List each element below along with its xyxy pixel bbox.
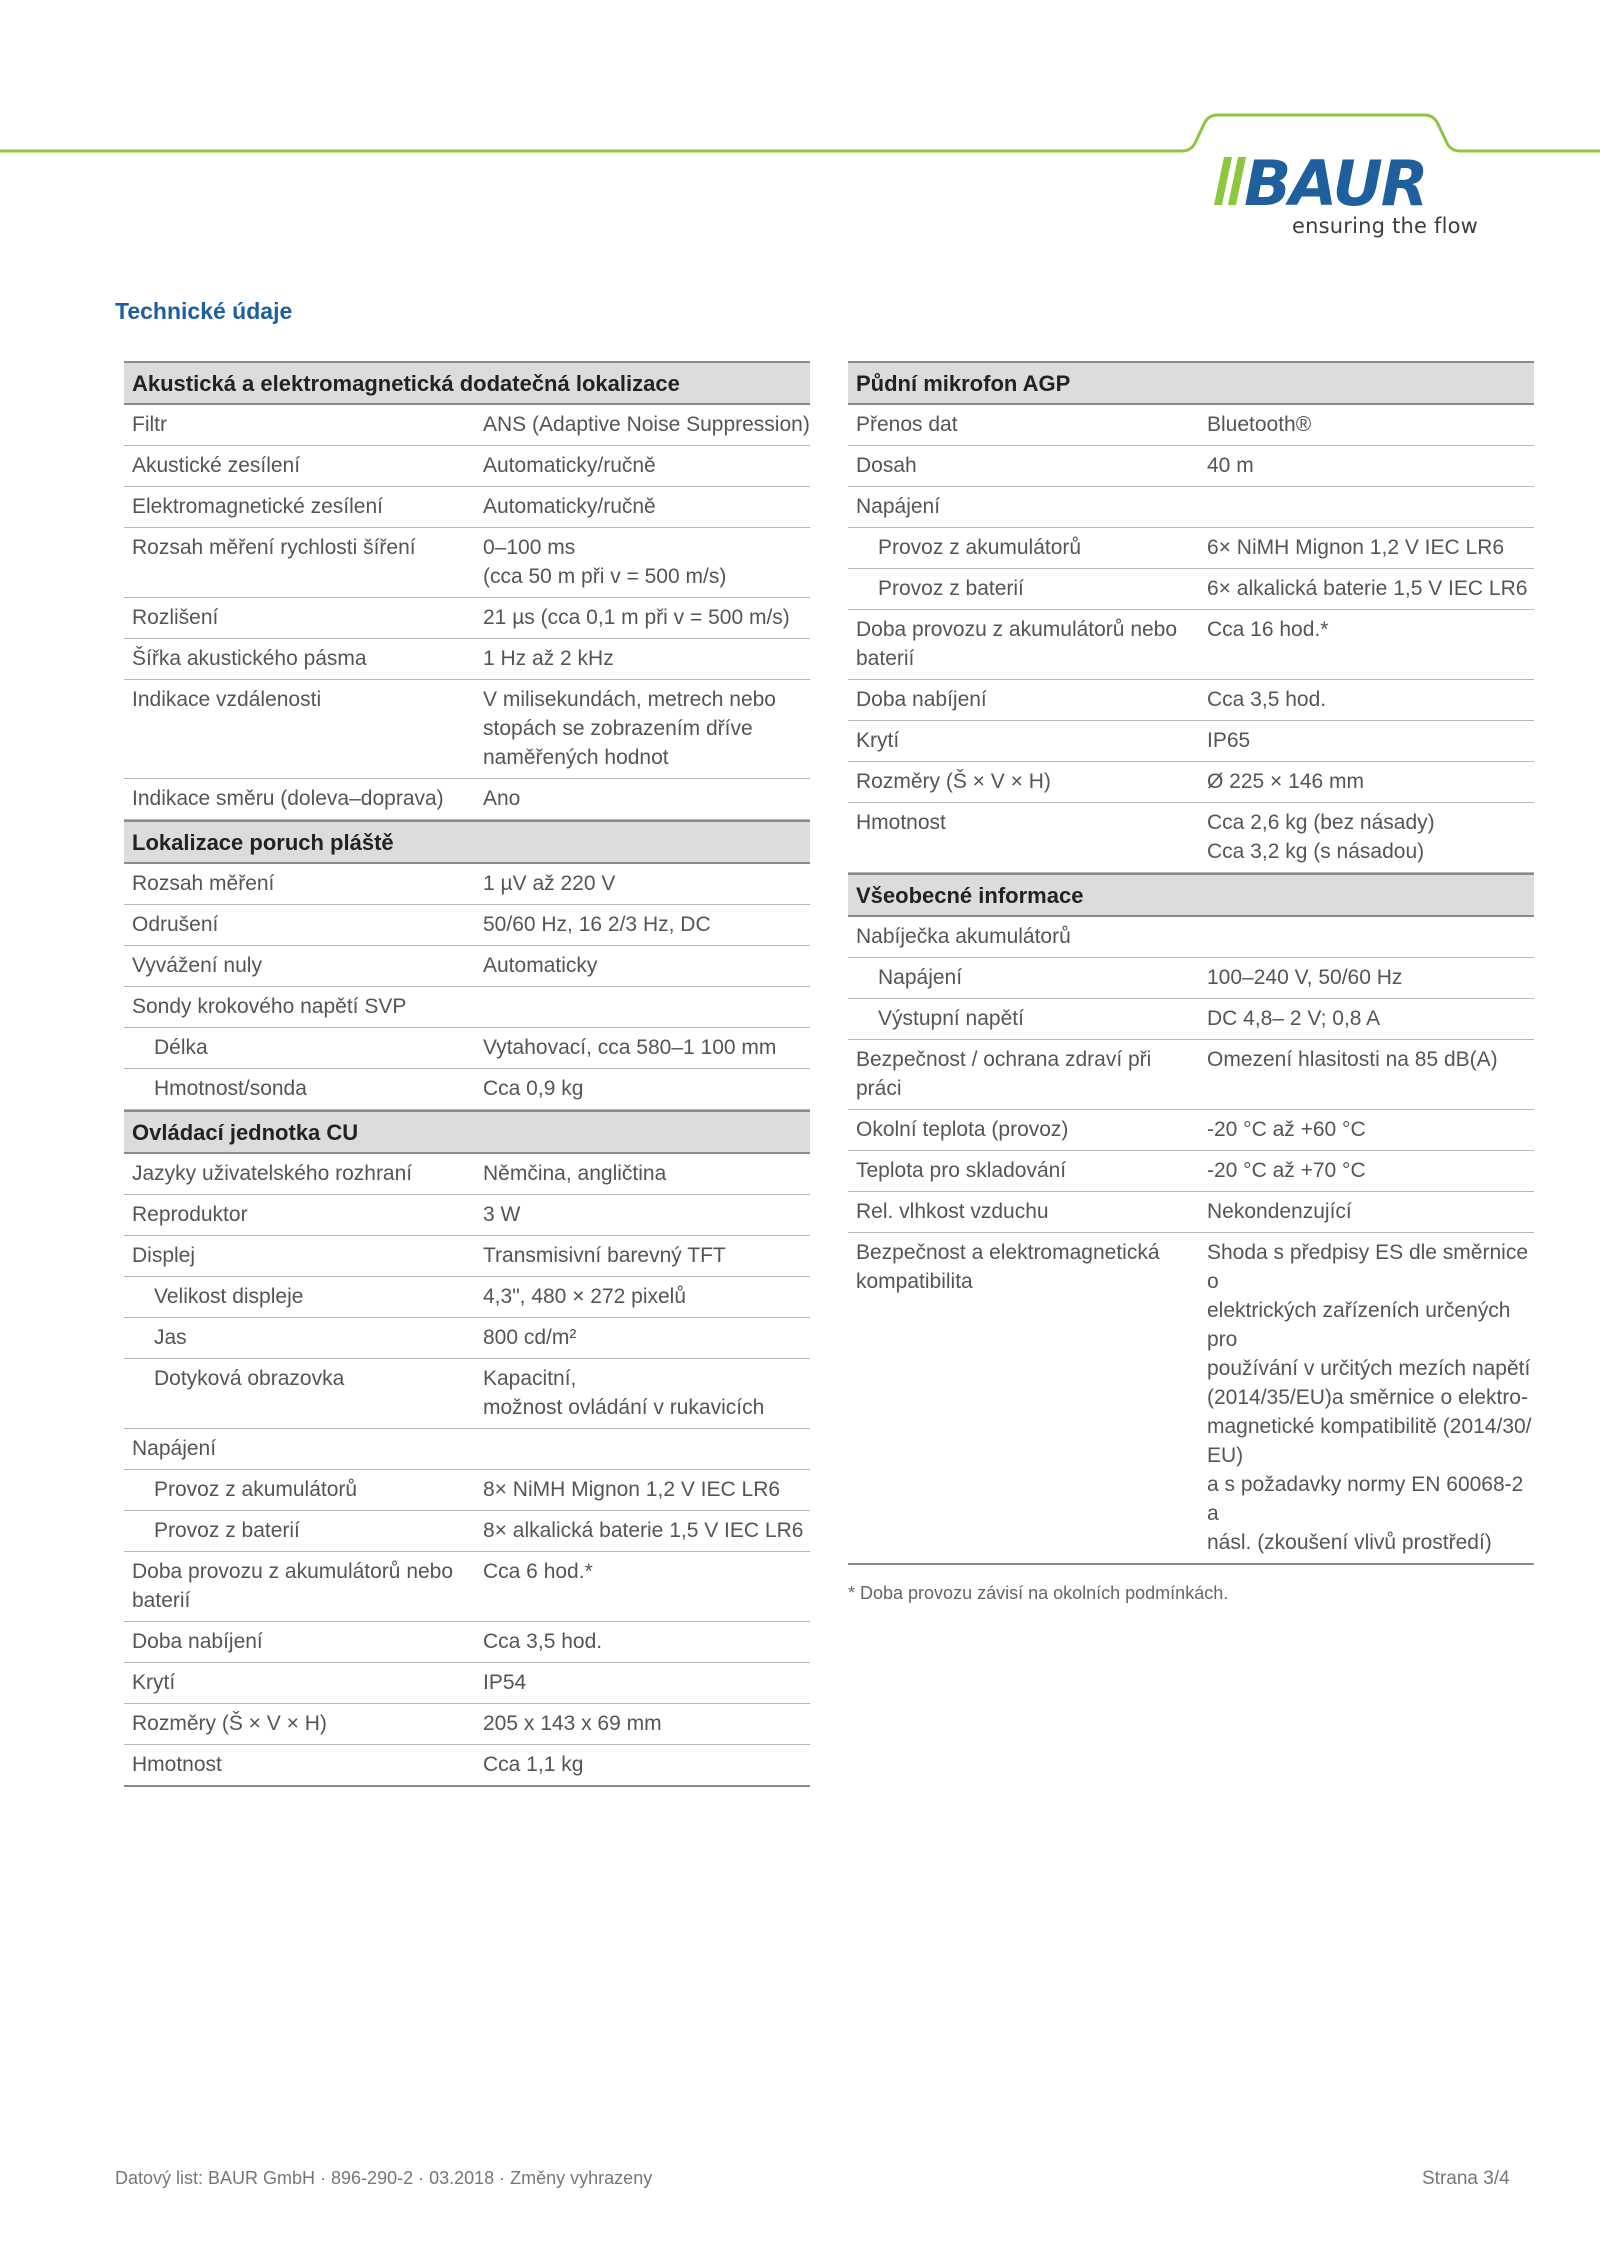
spec-row-dimensions — [124, 1704, 810, 1745]
spec-value: Cca 0,9 kg — [483, 1077, 584, 1100]
spec-row-ambient-temperature — [848, 1110, 1534, 1151]
spec-value: 205 x 143 x 69 mm — [483, 1712, 662, 1735]
spec-label: Výstupní napětí — [878, 1007, 1024, 1030]
spec-label: Rozměry (Š × V × H) — [856, 770, 1051, 793]
spec-value: Bluetooth® — [1207, 413, 1312, 436]
spec-label: Provoz z baterií — [878, 577, 1024, 600]
spec-row-storage-temperature — [848, 1151, 1534, 1192]
spec-value: 50/60 Hz, 16 2/3 Hz, DC — [483, 913, 711, 936]
spec-value: Cca 16 hod.* — [1207, 618, 1329, 641]
right-spec-column — [848, 361, 1534, 1604]
spec-row-display — [124, 1236, 810, 1277]
spec-value: -20 °C až +70 °C — [1207, 1159, 1366, 1182]
spec-value: Ano — [483, 787, 521, 810]
spec-label: Indikace směru (doleva–doprava) — [132, 787, 444, 810]
spec-label: Rozlišení — [132, 606, 219, 629]
spec-value — [475, 1434, 810, 1463]
spec-value: Vytahovací, cca 580–1 100 mm — [483, 1036, 777, 1059]
spec-section-control-unit — [124, 1110, 810, 1787]
spec-row-rechargeable-operation — [848, 528, 1534, 569]
spec-label: Hmotnost — [856, 811, 946, 834]
spec-value: Automaticky/ručně — [483, 454, 656, 477]
spec-value — [1199, 492, 1534, 521]
spec-row-acoustic-gain — [124, 446, 810, 487]
spec-row-speed-range — [124, 528, 810, 598]
spec-value: Němčina, angličtina — [483, 1162, 667, 1185]
spec-row-protection-class — [848, 721, 1534, 762]
spec-value: 6× NiMH Mignon 1,2 V IEC LR6 — [1207, 536, 1505, 559]
spec-label: Šířka akustického pásma — [132, 647, 367, 670]
spec-row-power-supply — [124, 1429, 810, 1470]
spec-label: Doba nabíjení — [856, 688, 987, 711]
spec-section-general-info — [848, 873, 1534, 1565]
spec-row-protection-class — [124, 1663, 810, 1704]
spec-row-touchscreen — [124, 1359, 810, 1429]
spec-value: 1 µV až 220 V — [483, 872, 616, 895]
spec-row-direction-indication — [124, 779, 810, 820]
spec-row-humidity — [848, 1192, 1534, 1233]
spec-value: Omezení hlasitosti na 85 dB(A) — [1207, 1048, 1498, 1071]
spec-label: Nabíječka akumulátorů — [856, 925, 1071, 948]
spec-value: Kapacitní, možnost ovládání v rukavicích — [483, 1367, 765, 1419]
footer-page-number: Strana 3/4 — [1422, 2168, 1510, 2189]
spec-label: Filtr — [132, 413, 167, 436]
spec-value: IP65 — [1207, 729, 1251, 752]
spec-value: 8× NiMH Mignon 1,2 V IEC LR6 — [483, 1478, 781, 1501]
spec-label: Napájení — [878, 966, 963, 989]
spec-row-resolution — [124, 598, 810, 639]
section-heading: Všeobecné informace — [848, 873, 1534, 917]
spec-label: Hmotnost — [132, 1753, 222, 1776]
spec-label: Velikost displeje — [154, 1285, 304, 1308]
spec-value: 100–240 V, 50/60 Hz — [1207, 966, 1403, 989]
spec-label: Displej — [132, 1244, 196, 1267]
spec-value: 8× alkalická baterie 1,5 V IEC LR6 — [483, 1519, 804, 1542]
spec-value: Cca 3,5 hod. — [483, 1630, 603, 1653]
spec-label: Rozsah měření rychlosti šíření — [132, 536, 416, 559]
header-accent-line — [0, 0, 1600, 170]
spec-value: 3 W — [483, 1203, 521, 1226]
spec-label: Doba provozu z akumulátorů nebo baterií — [856, 618, 1178, 670]
spec-value: ANS (Adaptive Noise Suppression) — [483, 413, 810, 436]
spec-value — [1199, 922, 1534, 951]
spec-label: Napájení — [856, 495, 941, 518]
spec-label: Přenos dat — [856, 413, 958, 436]
spec-label: Krytí — [132, 1671, 176, 1694]
spec-label: Dosah — [856, 454, 917, 477]
spec-value: Cca 2,6 kg (bez násady) Cca 3,2 kg (s násadou) — [1207, 811, 1435, 863]
spec-label: Akustické zesílení — [132, 454, 301, 477]
left-spec-column — [124, 361, 810, 1787]
spec-value: 4,3", 480 × 272 pixelů — [483, 1285, 687, 1308]
spec-label: Bezpečnost a elektromagnetická kompatibilita — [856, 1241, 1160, 1293]
spec-label: Rozsah měření — [132, 872, 275, 895]
spec-value — [475, 992, 810, 1021]
spec-label: Napájení — [132, 1437, 217, 1460]
spec-value: Transmisivní barevný TFT — [483, 1244, 726, 1267]
brand-tagline: ensuring the flow — [1292, 214, 1479, 238]
spec-label: Elektromagnetické zesílení — [132, 495, 383, 518]
spec-row-interference-suppression — [124, 905, 810, 946]
spec-row-power-supply — [848, 487, 1534, 528]
spec-label: Hmotnost/sonda — [154, 1077, 307, 1100]
spec-row-speaker — [124, 1195, 810, 1236]
spec-row-measuring-range — [124, 864, 810, 905]
spec-row-charger-supply — [848, 958, 1534, 999]
spec-label: Délka — [154, 1036, 208, 1059]
spec-label: Jas — [154, 1326, 187, 1349]
spec-label: Provoz z akumulátorů — [154, 1478, 358, 1501]
spec-label: Reproduktor — [132, 1203, 248, 1226]
spec-label: Indikace vzdálenosti — [132, 688, 322, 711]
spec-value: Ø 225 × 146 mm — [1207, 770, 1364, 793]
spec-section-ground-microphone — [848, 361, 1534, 873]
spec-value: Nekondenzující — [1207, 1200, 1352, 1223]
spec-row-operating-time — [124, 1552, 810, 1622]
section-heading: Půdní mikrofon AGP — [848, 361, 1534, 405]
spec-label: Vyvážení nuly — [132, 954, 262, 977]
spec-label: Doba provozu z akumulátorů nebo baterií — [132, 1560, 454, 1612]
spec-row-probe-weight — [124, 1069, 810, 1110]
spec-row-range — [848, 446, 1534, 487]
spec-row-rechargeable-operation — [124, 1470, 810, 1511]
footer-datasheet-info: Datový list: BAUR GmbH · 896-290-2 · 03.2018 · Změny vyhrazeny — [115, 2168, 653, 2188]
spec-row-operating-time — [848, 610, 1534, 680]
spec-value: Automaticky/ručně — [483, 495, 656, 518]
spec-label: Rozměry (Š × V × H) — [132, 1712, 327, 1735]
spec-label: Teplota pro skladování — [856, 1159, 1067, 1182]
spec-value: 0–100 ms (cca 50 m při v = 500 m/s) — [483, 536, 727, 588]
spec-row-step-voltage-probes — [124, 987, 810, 1028]
spec-label: Doba nabíjení — [132, 1630, 263, 1653]
spec-row-zero-balance — [124, 946, 810, 987]
spec-row-bandwidth — [124, 639, 810, 680]
spec-row-em-gain — [124, 487, 810, 528]
spec-value: 6× alkalická baterie 1,5 V IEC LR6 — [1207, 577, 1528, 600]
spec-value: DC 4,8– 2 V; 0,8 A — [1207, 1007, 1381, 1030]
spec-value: 40 m — [1207, 454, 1254, 477]
spec-label: Provoz z akumulátorů — [878, 536, 1082, 559]
spec-row-probe-length — [124, 1028, 810, 1069]
spec-label: Okolní teplota (provoz) — [856, 1118, 1069, 1141]
spec-row-weight — [124, 1745, 810, 1787]
spec-value: Cca 1,1 kg — [483, 1753, 584, 1776]
spec-row-battery-operation — [124, 1511, 810, 1552]
spec-value: IP54 — [483, 1671, 527, 1694]
spec-value: Cca 3,5 hod. — [1207, 688, 1327, 711]
page-title: Technické údaje — [115, 298, 293, 324]
spec-value: Shoda s předpisy ES dle směrnice o elektrických zařízeních určených pro používání v určitých mezích napětí (2014/35/EU)a směrnice o elektro- magnetické kompatibilitě (2014/30/ EU) a s požadavky normy EN 60068-2 a násl. (zkoušení vlivů prostředí) — [1207, 1241, 1532, 1554]
spec-row-safety-health — [848, 1040, 1534, 1110]
spec-value: V milisekundách, metrech nebo stopách se zobrazením dříve naměřených hodnot — [483, 688, 776, 769]
spec-row-data-transfer — [848, 405, 1534, 446]
spec-row-display-size — [124, 1277, 810, 1318]
spec-row-filter — [124, 405, 810, 446]
spec-value: Automaticky — [483, 954, 598, 977]
spec-row-brightness — [124, 1318, 810, 1359]
spec-label: Krytí — [856, 729, 900, 752]
spec-label: Provoz z baterií — [154, 1519, 300, 1542]
spec-label: Odrušení — [132, 913, 219, 936]
spec-section-acoustic — [124, 361, 810, 820]
spec-row-charging-time — [848, 680, 1534, 721]
spec-row-output-voltage — [848, 999, 1534, 1040]
spec-value: 1 Hz až 2 kHz — [483, 647, 614, 670]
spec-value: -20 °C až +60 °C — [1207, 1118, 1366, 1141]
operating-time-footnote: * Doba provozu závisí na okolních podmínkách. — [848, 1583, 1229, 1603]
spec-label: Rel. vlhkost vzduchu — [856, 1200, 1049, 1223]
spec-row-ui-languages — [124, 1154, 810, 1195]
spec-value: Cca 6 hod.* — [483, 1560, 593, 1583]
spec-row-battery-operation — [848, 569, 1534, 610]
spec-row-emc-safety — [848, 1233, 1534, 1565]
spec-row-charging-time — [124, 1622, 810, 1663]
section-heading: Akustická a elektromagnetická dodatečná lokalizace — [124, 361, 810, 405]
spec-value: 800 cd/m² — [483, 1326, 577, 1349]
spec-label: Sondy krokového napětí SVP — [132, 995, 407, 1018]
spec-label: Bezpečnost / ochrana zdraví při práci — [856, 1048, 1152, 1100]
section-heading: Ovládací jednotka CU — [124, 1110, 810, 1154]
spec-value: 21 µs (cca 0,1 m při v = 500 m/s) — [483, 606, 790, 629]
spec-section-sheath-fault — [124, 820, 810, 1110]
section-heading: Lokalizace poruch pláště — [124, 820, 810, 864]
spec-row-dimensions — [848, 762, 1534, 803]
spec-label: Dotyková obrazovka — [154, 1367, 345, 1390]
spec-row-distance-indication — [124, 680, 810, 779]
spec-row-weight — [848, 803, 1534, 873]
spec-row-battery-charger — [848, 917, 1534, 958]
logo-wordmark: BAUR — [1244, 148, 1427, 220]
spec-label: Jazyky uživatelského rozhraní — [132, 1162, 413, 1185]
